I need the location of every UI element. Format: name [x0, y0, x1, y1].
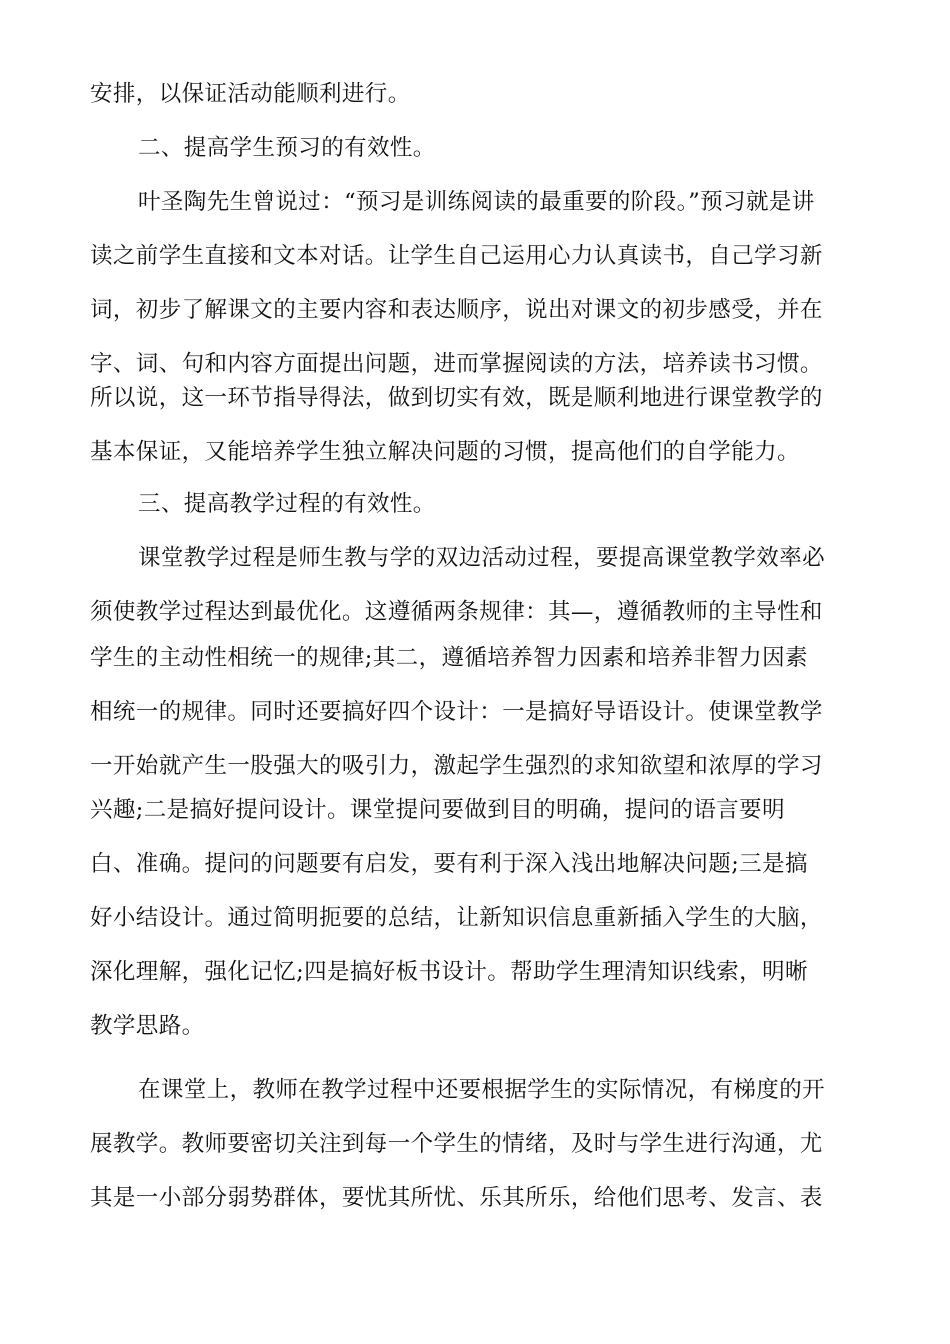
text-line: 在课堂上，教师在教学过程中还要根据学生的实际情况，有梯度的开 — [138, 1077, 826, 1103]
text-line: 其是一小部分弱势群体，要忧其所忧、乐其所乐，给他们思考、发言、表 — [90, 1185, 823, 1211]
text-line: 所以说，这一环节指导得法，做到切实有效，既是顺利地进行课堂教学的 — [90, 385, 823, 411]
text-line: 字、词、句和内容方面提出问题，进而掌握阅读的方法，培养读书习惯。 — [90, 351, 823, 377]
text-line: 白、准确。提问的问题要有启发，要有利于深入浅出地解决问题;三是搞 — [90, 851, 808, 877]
section-heading: 二、提高学生预习的有效性。 — [138, 135, 436, 161]
text-line: 须使教学过程达到最优化。这遵循两条规律：其—，遵循教师的主导性和 — [90, 599, 823, 625]
text-line: 安排，以保证活动能顺利进行。 — [90, 81, 411, 107]
text-line: 教学思路。 — [90, 1013, 205, 1039]
text-line: 展教学。教师要密切关注到每一个学生的情绪，及时与学生进行沟通，尤 — [90, 1131, 823, 1157]
text-line: 相统一的规律。同时还要搞好四个设计：一是搞好导语设计。使课堂教学 — [90, 699, 823, 725]
text-line: 词，初步了解课文的主要内容和表达顺序，说出对课文的初步感受，并在 — [90, 297, 823, 323]
text-line: 基本保证，又能培养学生独立解决问题的习惯，提高他们的自学能力。 — [90, 439, 800, 465]
text-line: 叶圣陶先生曾说过：“预习是训练阅读的最重要的阶段。”预习就是讲 — [138, 189, 815, 215]
text-line: 兴趣;二是搞好提问设计。课堂提问要做到目的明确，提问的语言要明 — [90, 797, 785, 823]
text-line: 好小结设计。通过简明扼要的总结，让新知识信息重新插入学生的大脑， — [90, 905, 823, 931]
text-line: 读之前学生直接和文本对话。让学生自己运用心力认真读书，自己学习新 — [90, 243, 823, 269]
text-line: 一开始就产生一股强大的吸引力，激起学生强烈的求知欲望和浓厚的学习 — [90, 753, 823, 779]
text-line: 课堂教学过程是师生教与学的双边活动过程，要提高课堂教学效率必 — [138, 545, 826, 571]
text-line: 深化理解，强化记忆;四是搞好板书设计。帮助学生理清知识线索，明晰 — [90, 959, 808, 985]
section-heading: 三、提高教学过程的有效性。 — [138, 491, 436, 517]
text-line: 学生的主动性相统一的规律;其二，遵循培养智力因素和培养非智力因素 — [90, 645, 808, 671]
